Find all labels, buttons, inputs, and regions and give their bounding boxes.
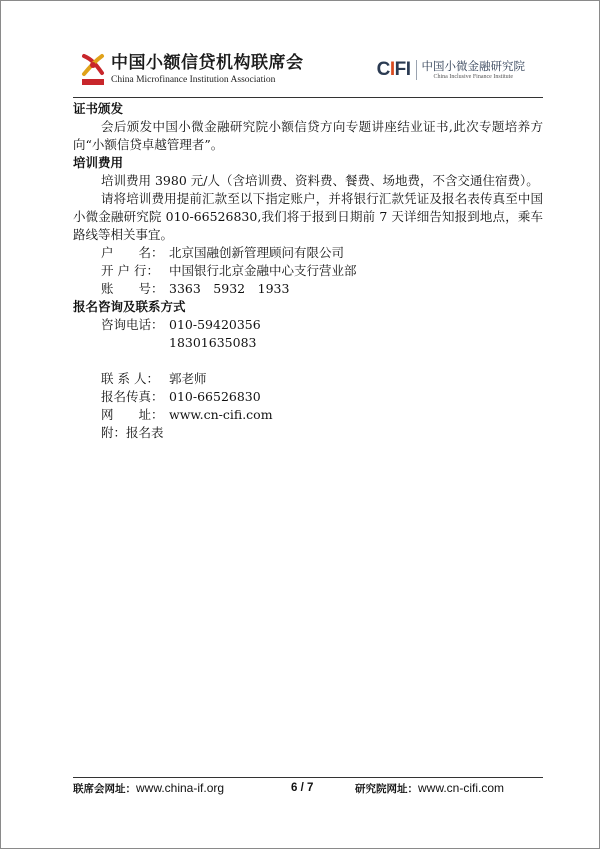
association-logo — [81, 53, 304, 87]
cifi-wordmark — [377, 59, 411, 81]
attachment-row — [73, 424, 543, 442]
attachment-link[interactable]: 报名表 — [126, 425, 164, 440]
account-name-row — [73, 244, 543, 262]
contact-person-row — [73, 370, 543, 388]
bank-value: 中国银行北京金融中心支行营业部 — [169, 263, 357, 278]
account-number-row — [73, 280, 543, 298]
account-name-label: 户 名： — [101, 245, 164, 260]
website-row — [73, 406, 543, 424]
bank-label: 开 户 行： — [101, 263, 159, 278]
phone-value-2: 18301635083 — [169, 335, 257, 350]
certificate-text: 会后颁发中国小微金融研究院小额信贷方向专题讲座结业证书,此次专题培养方向“小额信贷卓越管理者”。 — [73, 119, 543, 152]
page-header — [73, 51, 533, 95]
cifi-name-en: China Inclusive Finance Institute — [433, 74, 513, 80]
contact-person-label: 联 系 人： — [101, 371, 159, 386]
cifi-divider — [416, 60, 417, 80]
contact-person-value: 郭老师 — [169, 371, 207, 386]
association-name-en: China Microfinance Institution Association — [111, 75, 276, 85]
cifi-logo — [377, 59, 525, 81]
footer-assoc-label: 联席会网址： — [73, 783, 136, 795]
footer-cifi-url[interactable]: www.cn-cifi.com — [418, 781, 505, 795]
website-label: 网 址： — [101, 407, 164, 422]
phone-row — [73, 316, 543, 334]
footer-cifi-label: 研究院网址： — [355, 783, 418, 795]
attachment-label: 附： — [101, 425, 127, 440]
association-emblem-icon — [81, 53, 105, 87]
footer-assoc-url[interactable]: www.china-if.org — [136, 781, 225, 795]
fees-heading: 培训费用 — [73, 155, 124, 170]
fax-row — [73, 388, 543, 406]
account-number-value: 3363 5932 1933 — [169, 281, 290, 296]
fees-text: 培训费用 3980 元/人（含培训费、资料费、餐费、场地费，不含交通住宿费）。 — [101, 173, 539, 188]
website-link[interactable]: www.cn-cifi.com — [169, 407, 273, 422]
header-divider — [73, 97, 543, 98]
phone-row-2 — [73, 334, 543, 352]
fax-value: 010-66526830 — [169, 389, 261, 404]
fax-label: 报名传真： — [101, 389, 164, 404]
document-body — [73, 100, 543, 442]
cifi-name-cn: 中国小微金融研究院 — [421, 59, 525, 73]
certificate-heading: 证书颁发 — [73, 101, 124, 116]
cifi-letter-c: C — [376, 59, 390, 80]
cifi-letter-i: I — [389, 59, 395, 80]
page-number: 6 / 7 — [291, 782, 314, 794]
cifi-letters-fi: FI — [394, 59, 411, 80]
account-name-value: 北京国融创新管理顾问有限公司 — [169, 245, 345, 260]
account-number-label: 账 号： — [101, 281, 164, 296]
contact-heading: 报名咨询及联系方式 — [73, 299, 186, 314]
bank-row — [73, 262, 543, 280]
association-name-cn: 中国小额信贷机构联席会 — [111, 53, 304, 73]
phone-value-1: 010-59420356 — [169, 317, 261, 332]
remittance-text: 请将培训费用提前汇款至以下指定账户，并将银行汇款凭证及报名表传真至中国小微金融研究院 010-66526830,我们将于报到日期前 7 天详细告知报到地点，乘车路线等相关事宜。 — [73, 191, 543, 242]
footer-divider — [73, 777, 543, 778]
phone-label: 咨询电话： — [101, 317, 164, 332]
